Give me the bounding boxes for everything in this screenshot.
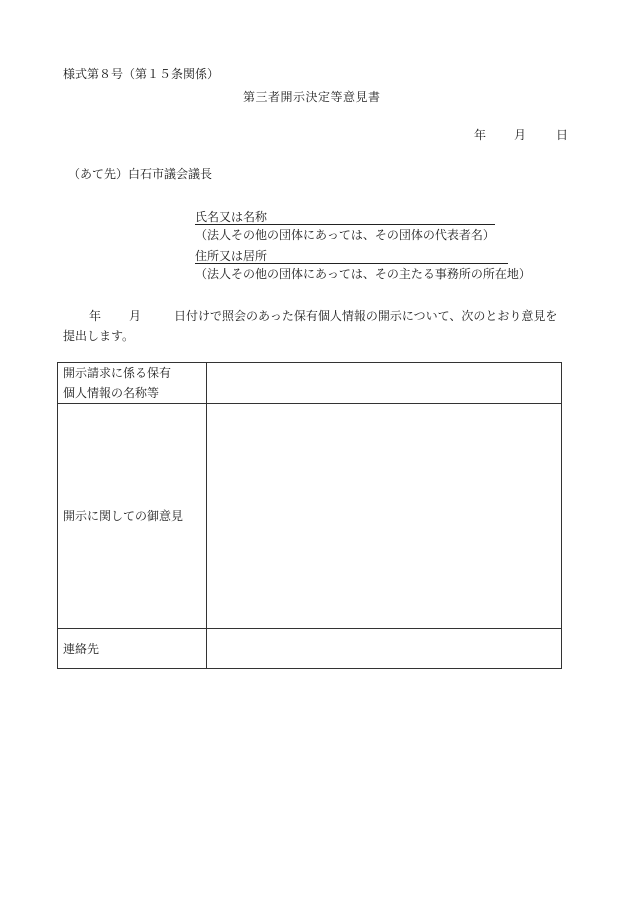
- address-note: （法人その他の団体にあっては、その主たる事務所の所在地）: [195, 267, 531, 281]
- body-month-label: 月: [129, 309, 142, 323]
- table-row: [58, 404, 562, 629]
- table-row: [58, 629, 562, 669]
- contact-label: 連絡先: [58, 629, 207, 669]
- addressee: （あて先）白石市議会議長: [68, 167, 213, 181]
- opinion-table: [57, 362, 562, 669]
- personal-info-name-label-line2: 個人情報の名称等: [63, 386, 160, 400]
- date-line: [474, 128, 568, 142]
- opinion-input[interactable]: [207, 404, 562, 629]
- address-label: 住所又は居所: [195, 249, 268, 263]
- personal-info-name-input[interactable]: [207, 363, 562, 404]
- table-label-cell: [58, 363, 207, 404]
- opinion-label: 開示に関しての御意見: [58, 404, 207, 629]
- table-row: [58, 363, 562, 404]
- name-note: （法人その他の団体にあっては、その団体の代表者名）: [195, 228, 495, 242]
- contact-input[interactable]: [207, 629, 562, 669]
- body-paragraph: [63, 306, 563, 346]
- name-field[interactable]: [195, 210, 495, 225]
- body-text: 日付けで照会のあった保有個人情報の開示について、次のとおり意見を提出します。: [63, 309, 558, 343]
- date-year-label: 年: [474, 128, 487, 142]
- date-day-label: 日: [556, 128, 569, 142]
- body-year-label: 年: [89, 309, 102, 323]
- address-field[interactable]: [195, 249, 508, 264]
- personal-info-name-label-line1: 開示請求に係る保有: [63, 366, 172, 380]
- document-title: 第三者開示決定等意見書: [243, 90, 381, 104]
- name-label: 氏名又は名称: [195, 210, 268, 224]
- date-month-label: 月: [514, 128, 527, 142]
- form-number: 様式第８号（第１５条関係）: [63, 67, 220, 81]
